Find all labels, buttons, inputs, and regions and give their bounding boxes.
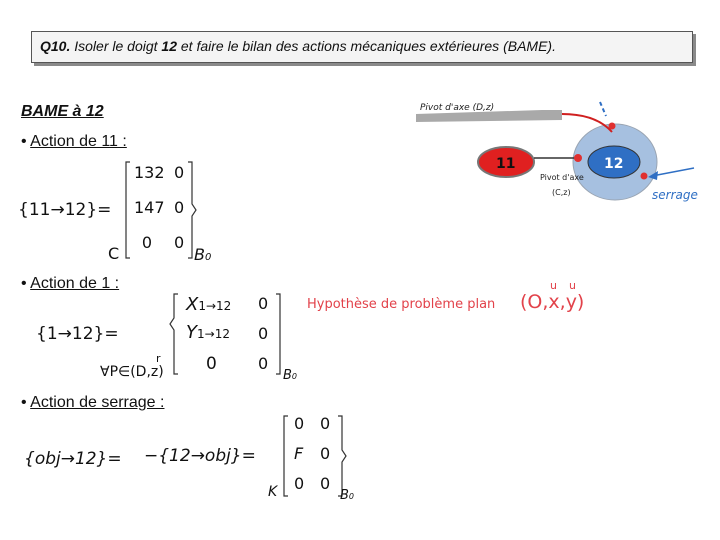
matrix-11-r3c1: 0: [141, 233, 152, 252]
action-1-heading: [21, 275, 119, 293]
vector-mark-x: u: [550, 279, 557, 292]
question-text: [40, 38, 556, 54]
matrix-1-r3c1: 0: [206, 354, 217, 374]
pivot-c-point: [574, 154, 582, 162]
action-serrage-label: Action de serrage :: [30, 394, 165, 411]
finger-mechanism-diagram: [412, 96, 708, 208]
matrix-11-r2c1: 147: [134, 198, 165, 217]
pivot-mid-label: Pivot d'axe: [540, 173, 584, 182]
matrix-serrage-r1c2: 0: [320, 414, 331, 433]
matrix-11-r1c2: 0: [174, 163, 185, 182]
bullet: •: [21, 394, 27, 411]
question-part-number: 12: [161, 38, 177, 54]
axis-pointer: [600, 102, 606, 116]
question-text-post: et faire le bilan des actions mécaniques extérieures (BAME).: [180, 38, 556, 54]
action-1-point: ∀P∈(D,z): [100, 364, 164, 380]
action-serrage-basis: B0: [340, 488, 355, 503]
matrix-serrage-r3c1: 0: [294, 474, 305, 493]
question-label: Q10.: [40, 38, 71, 54]
action-11-label: Action de 11 :: [30, 133, 127, 150]
action-1-label: Action de 1 :: [30, 275, 120, 292]
matrix-serrage-r2c2: 0: [320, 444, 331, 463]
matrix-serrage-r3c2: 0: [320, 474, 331, 493]
matrix-11-r3c2: 0: [174, 233, 185, 252]
action-11-point: C: [108, 244, 120, 263]
bame-title: BAME à 12: [21, 103, 104, 120]
question-text-pre: Isoler le doigt: [74, 38, 158, 54]
action-11-lhs: {11→12}=: [18, 200, 112, 220]
matrix-serrage-r2c1: F: [294, 444, 304, 463]
bullet: •: [21, 275, 27, 292]
action-1-point-mark: r: [156, 352, 161, 365]
action-11-heading: [21, 133, 127, 151]
matrix-1-r3c2: 0: [258, 354, 269, 373]
matrix-1-r1c1: X1→12: [186, 294, 232, 315]
hypothesis-text: Hypothèse de problème plan: [307, 297, 496, 312]
action-serrage-heading: [21, 394, 164, 412]
pivot-top-label: Pivot d'axe (D,z): [420, 103, 495, 113]
action-serrage-point: K: [268, 484, 278, 500]
action-1-lhs: {1→12}=: [36, 324, 119, 344]
action-serrage-middle: −{12→obj}=: [144, 446, 256, 466]
pivot-mid-axis: (C,z): [552, 188, 571, 197]
serrage-arrow: [652, 168, 694, 176]
matrix-1-r2c2: 0: [258, 324, 269, 343]
bullet: •: [21, 133, 27, 150]
label-12: 12: [604, 156, 624, 172]
label-11: 11: [496, 156, 516, 172]
matrix-serrage-r1c1: 0: [294, 414, 305, 433]
question-box: [31, 31, 693, 63]
matrix-11-r2c2: 0: [174, 198, 185, 217]
matrix-1-r2c1: Y1→12: [186, 322, 230, 343]
matrix-1-r1c2: 0: [258, 294, 269, 313]
action-1-basis: B0: [283, 368, 298, 383]
hypothesis-frame: (O,x,y): [520, 291, 585, 313]
serrage-label: serrage: [652, 188, 698, 202]
matrix-11-r1c1: 132: [134, 163, 165, 182]
vector-mark-y: u: [569, 279, 576, 292]
ring-dot-top: [609, 123, 616, 130]
ring-dot-right: [641, 173, 648, 180]
action-11-basis: B0: [194, 245, 212, 264]
action-serrage-lhs: {obj→12}=: [24, 449, 122, 469]
